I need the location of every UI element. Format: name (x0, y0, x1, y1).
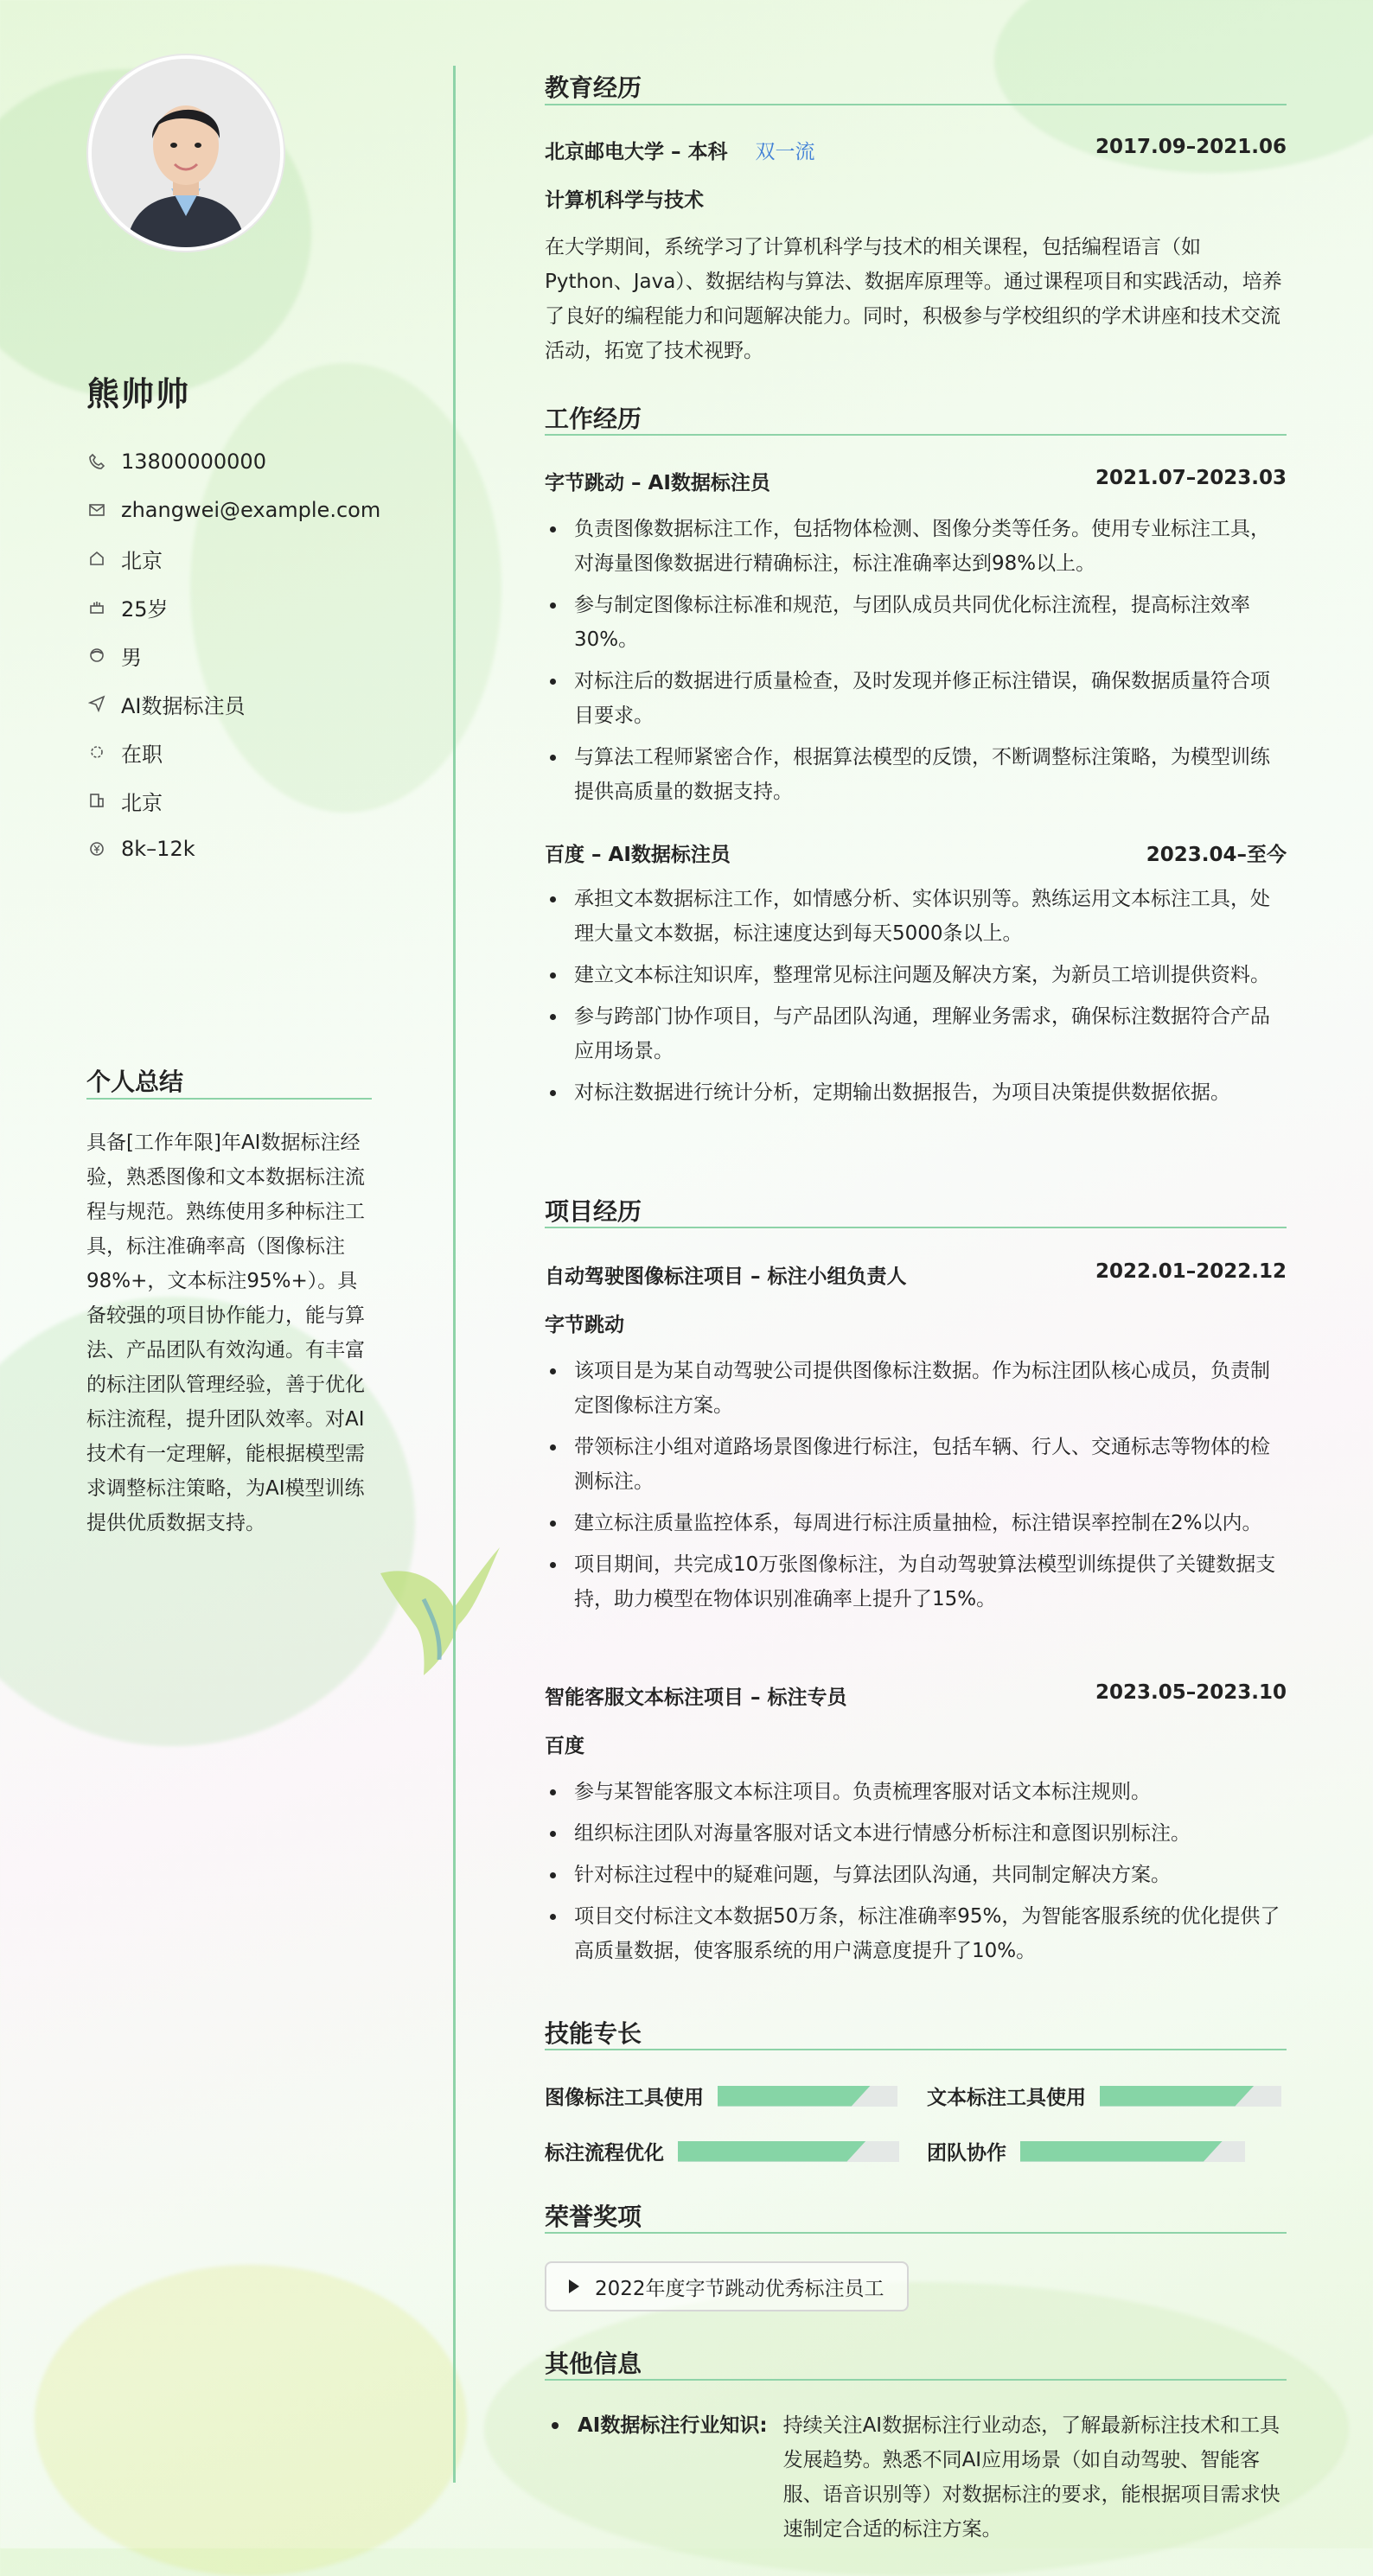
work-item-date: 2023.04–至今 (1146, 844, 1287, 866)
education-head (545, 136, 1287, 164)
summary-title-underline (86, 1098, 372, 1100)
list-item: 建立标注质量监控体系，每周进行标注质量抽检，标注错误率控制在2%以内。 (545, 1506, 1287, 1540)
send-icon (86, 693, 107, 714)
work-item-company: 字节跳动 – AI数据标注员 (545, 472, 770, 494)
skill-name: 文本标注工具使用 (927, 2087, 1086, 2109)
home-icon (86, 548, 107, 569)
skills-title: 技能专长 (545, 2019, 642, 2048)
skill-name: 团队协作 (927, 2142, 1006, 2165)
salary-icon (86, 838, 107, 859)
list-item: 对标注后的数据进行质量检查，及时发现并修正标注错误，确保数据质量符合项目要求。 (545, 664, 1287, 733)
skill-item (927, 2137, 1245, 2165)
skill-item (545, 2082, 897, 2110)
other-underline (545, 2379, 1287, 2381)
column-divider (453, 66, 456, 2483)
avatar (88, 55, 284, 251)
info-row-city (86, 776, 380, 825)
swallow-bird-illustration (372, 1539, 501, 1677)
projects-title: 项目经历 (545, 1197, 642, 1226)
work-item-date: 2021.07–2023.03 (1095, 467, 1287, 489)
info-row-salary (86, 825, 380, 873)
info-row-gender (86, 631, 380, 679)
skill-bar (718, 2086, 897, 2107)
gender-text: 男 (121, 645, 142, 670)
location-text: 北京 (121, 548, 163, 573)
skill-name: 标注流程优化 (545, 2142, 664, 2165)
education-underline (545, 104, 1287, 105)
phone-icon (86, 451, 107, 472)
education-tag: 双一流 (755, 141, 815, 163)
bullet-dot (552, 2422, 559, 2429)
other-title: 其他信息 (545, 2350, 642, 2378)
skill-item (545, 2137, 899, 2165)
work-title: 工作经历 (545, 405, 642, 433)
position-text: AI数据标注员 (121, 693, 246, 718)
other-item-label: AI数据标注行业知识: (578, 2414, 768, 2437)
status-icon (86, 742, 107, 762)
education-desc: 在大学期间，系统学习了计算机科学与技术的相关课程，包括编程语言（如Python、Java）、数据结构与算法、数据库原理等。通过课程项目和实践活动，培养了良好的编程能力和问题解决能力。同时，积极参与学校组织的学术讲座和技术交流活动，拓宽了技术视野。 (545, 236, 1282, 362)
info-row-phone (86, 437, 380, 486)
info-row-age (86, 583, 380, 631)
list-item: 参与跨部门协作项目，与产品团队沟通，理解业务需求，确保标注数据符合产品应用场景。 (545, 999, 1287, 1068)
info-row-email (86, 486, 380, 534)
skill-bar-fill (718, 2086, 871, 2107)
list-item: 承担文本数据标注工作，如情感分析、实体识别等。熟练运用文本标注工具，处理大量文本数据，标注速度达到每天5000条以上。 (545, 882, 1287, 951)
projects-underline (545, 1227, 1287, 1228)
contact-info-list (86, 437, 380, 873)
salary-text: 8k–12k (121, 837, 195, 861)
list-item: 与算法工程师紧密合作，根据算法模型的反馈，不断调整标注策略，为模型训练提供高质量的数据支持。 (545, 740, 1287, 809)
play-triangle-icon (569, 2280, 579, 2293)
other-item-text: 持续关注AI数据标注行业动态，了解最新标注技术和工具发展趋势。熟悉不同AI应用场景（如自动驾驶、智能客服、语音识别等）对数据标注的要求，能根据项目需求快速制定合适的标注方案。 (782, 2414, 1280, 2541)
award-item[interactable] (545, 2261, 909, 2311)
awards-underline (545, 2232, 1287, 2234)
project-item-name: 智能客服文本标注项目 – 标注专员 (545, 1687, 847, 1709)
city-text: 北京 (121, 790, 163, 815)
summary-text: 具备[工作年限]年AI数据标注经验，熟悉图像和文本数据标注流程与规范。熟练使用多种标注工具，标注准确率高（图像标注98%+，文本标注95%+）。具备较强的项目协作能力，能与算法、产品团队有效沟通。有丰富的标注团队管理经验，善于优化标注流程，提升团队效率。对AI技术有一定理解，能根据模型需求调整标注策略，为AI模型训练提供优质数据支持。 (86, 1132, 365, 1534)
project-item-org: 百度 (545, 1735, 584, 1757)
work-item-head (545, 467, 1287, 495)
education-date: 2017.09–2021.06 (1095, 136, 1287, 158)
skill-bar (1020, 2141, 1245, 2162)
candidate-name: 熊帅帅 (86, 375, 191, 413)
education-school: 北京邮电大学 – 本科 (545, 141, 728, 163)
list-item: 项目期间，共完成10万张图像标注，为自动驾驶算法模型训练提供了关键数据支持，助力模型在物体识别准确率上提升了15%。 (545, 1547, 1287, 1616)
skill-bar-fill (1100, 2086, 1255, 2107)
info-row-location (86, 534, 380, 583)
phone-text: 13800000000 (121, 450, 266, 474)
project-item-bullets (545, 1775, 1287, 1975)
list-item: 建立文本标注知识库，整理常见标注问题及解决方案，为新员工培训提供资料。 (545, 958, 1287, 992)
avatar-photo (92, 59, 280, 247)
skill-bar (678, 2141, 899, 2162)
email-text: zhangwei@example.com (121, 498, 381, 522)
skill-item (927, 2082, 1281, 2110)
list-item: 项目交付标注文本数据50万条，标注准确率95%，为智能客服系统的优化提供了高质量数据，使客服系统的用户满意度提升了10%。 (545, 1899, 1287, 1968)
awards-title: 荣誉奖项 (545, 2203, 642, 2231)
list-item: 组织标注团队对海量客服对话文本进行情感分析标注和意图识别标注。 (545, 1816, 1287, 1851)
project-item-org: 字节跳动 (545, 1314, 624, 1336)
age-text: 25岁 (121, 596, 169, 622)
project-item-date: 2022.01–2022.12 (1095, 1260, 1287, 1283)
list-item: 参与某智能客服文本标注项目。负责梳理客服对话文本标注规则。 (545, 1775, 1287, 1809)
other-item (545, 2408, 1287, 2547)
list-item: 参与制定图像标注标准和规范，与团队成员共同优化标注流程，提高标注效率30%。 (545, 588, 1287, 657)
work-item-company: 百度 – AI数据标注员 (545, 844, 731, 866)
list-item: 对标注数据进行统计分析，定期输出数据报告，为项目决策提供数据依据。 (545, 1075, 1287, 1110)
project-item-head (545, 1260, 1287, 1289)
skill-bar-fill (1020, 2141, 1223, 2162)
education-school-wrap (545, 136, 815, 164)
work-item-bullets (545, 882, 1287, 1117)
mail-icon (86, 500, 107, 520)
list-item: 该项目是为某自动驾驶公司提供图像标注数据。作为标注团队核心成员，负责制定图像标注方案。 (545, 1354, 1287, 1423)
building-icon (86, 790, 107, 811)
work-item-bullets (545, 512, 1287, 816)
award-text: 2022年度字节跳动优秀标注员工 (595, 2277, 884, 2300)
skill-name: 图像标注工具使用 (545, 2087, 704, 2109)
sidebar (0, 0, 453, 2548)
project-item-bullets (545, 1354, 1287, 1623)
cake-icon (86, 596, 107, 617)
list-item: 带领标注小组对道路场景图像进行标注，包括车辆、行人、交通标志等物体的检测标注。 (545, 1430, 1287, 1499)
project-item-head (545, 1681, 1287, 1710)
list-item: 针对标注过程中的疑难问题，与算法团队沟通，共同制定解决方案。 (545, 1858, 1287, 1892)
skill-bar (1100, 2086, 1281, 2107)
project-item-date: 2023.05–2023.10 (1095, 1681, 1287, 1704)
list-item: 负责图像数据标注工作，包括物体检测、图像分类等任务。使用专业标注工具，对海量图像数据进行精确标注，标注准确率达到98%以上。 (545, 512, 1287, 581)
education-title: 教育经历 (545, 73, 642, 102)
project-item-name: 自动驾驶图像标注项目 – 标注小组负责人 (545, 1266, 907, 1288)
education-major: 计算机科学与技术 (545, 189, 704, 212)
summary-title: 个人总结 (86, 1068, 184, 1096)
gender-icon (86, 645, 107, 666)
work-item-head (545, 838, 1287, 867)
skills-underline (545, 2049, 1287, 2050)
work-underline (545, 434, 1287, 436)
skill-bar-fill (678, 2141, 866, 2162)
info-row-position (86, 679, 380, 728)
status-text: 在职 (121, 742, 163, 767)
info-row-status (86, 728, 380, 776)
